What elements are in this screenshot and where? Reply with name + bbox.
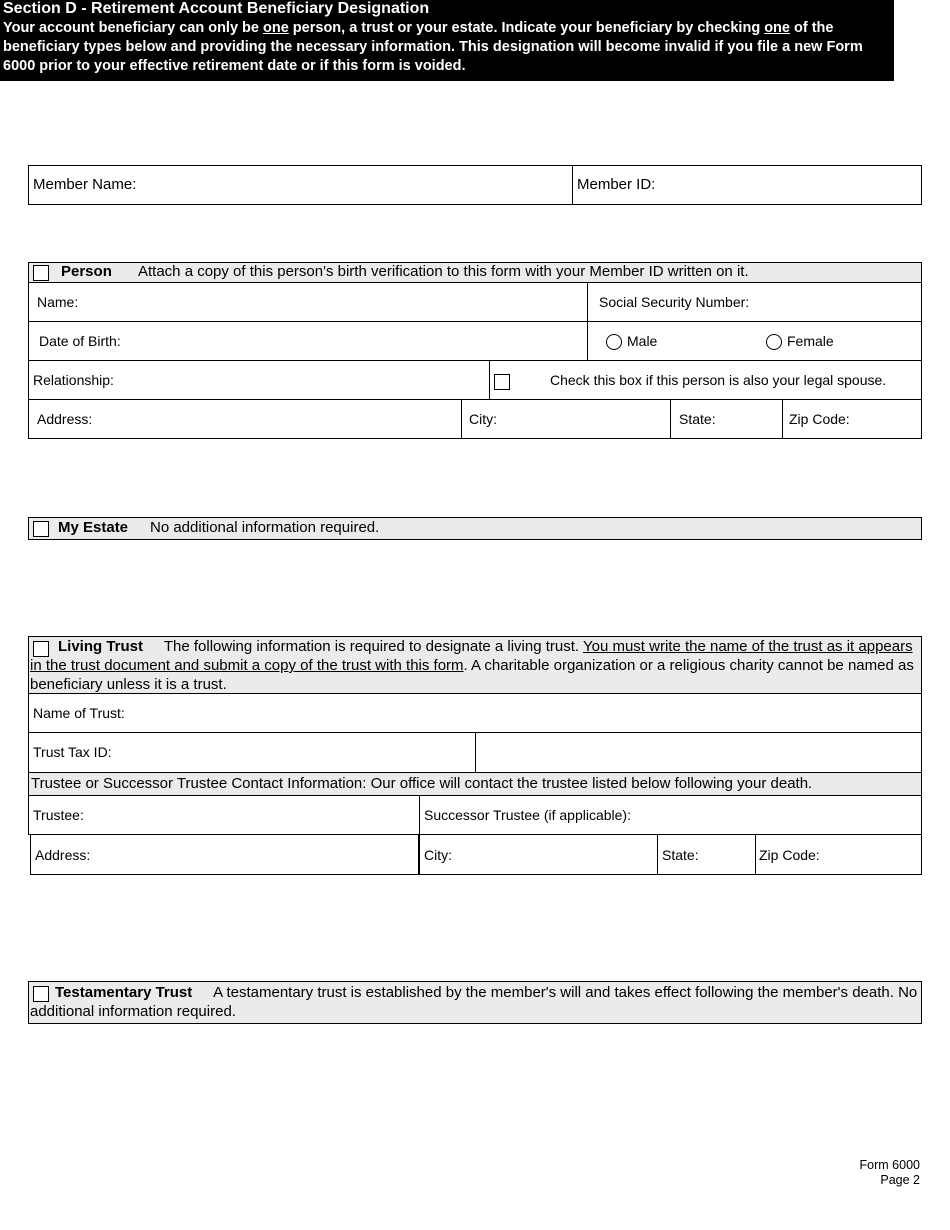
person-relationship-label: Relationship: xyxy=(33,372,114,388)
person-state-field[interactable] xyxy=(670,399,783,439)
testamentary-trust-checkbox[interactable] xyxy=(33,986,49,1002)
trustee-info-header xyxy=(28,772,922,796)
trustee-info-text: Trustee or Successor Trustee Contact Information: Our office will contact the trustee listed below following your death. xyxy=(31,775,813,792)
member-id-field[interactable] xyxy=(572,165,922,205)
estate-instruction: No additional information required. xyxy=(150,519,380,536)
successor-trustee-label: Successor Trustee (if applicable): xyxy=(424,807,631,823)
person-spouse-field xyxy=(489,360,922,400)
testamentary-trust-header xyxy=(28,981,922,1024)
living-trust-header xyxy=(28,636,922,694)
spouse-checkbox[interactable] xyxy=(494,374,510,390)
person-title: Person xyxy=(61,263,112,280)
female-radio[interactable] xyxy=(766,334,782,350)
page-number: Page 2 xyxy=(880,1173,920,1187)
trust-state-label: State: xyxy=(662,847,699,863)
member-name-label: Member Name: xyxy=(33,176,137,193)
trust-tax-id-blank xyxy=(475,732,922,773)
living-trust-text: Living Trust The following information is required to designate a living trust. You must write the name of the trust as it appears in the trust document and submit a copy of the trust with this form. A charitable organization or a religious charity cannot be named as beneficiary unless it is a trust. xyxy=(30,638,914,693)
person-ssn-field[interactable] xyxy=(587,282,922,322)
estate-title: My Estate xyxy=(58,519,129,536)
trust-address-field[interactable] xyxy=(30,834,420,875)
person-dob-label: Date of Birth: xyxy=(39,333,121,349)
testamentary-trust-title: Testamentary Trust xyxy=(55,984,193,1001)
female-label: Female xyxy=(787,333,834,349)
testamentary-trust-text: Testamentary Trust A testamentary trust is established by the member's will and takes effect following the member's death. No additional information required. xyxy=(30,984,918,1020)
living-trust-checkbox[interactable] xyxy=(33,641,49,657)
person-dob-field[interactable] xyxy=(28,321,588,361)
spouse-label: Check this box if this person is also your legal spouse. xyxy=(550,372,887,388)
living-trust-title: Living Trust xyxy=(58,638,144,655)
male-label: Male xyxy=(627,333,658,349)
person-name-label: Name: xyxy=(37,294,79,310)
member-id-label: Member ID: xyxy=(577,176,656,193)
person-city-label: City: xyxy=(469,411,497,427)
person-city-field[interactable] xyxy=(461,399,671,439)
person-address-field[interactable] xyxy=(28,399,462,439)
person-gender-field xyxy=(587,321,922,361)
section-title: Section D - Retirement Account Beneficiary Designation xyxy=(3,0,430,17)
form-number: Form 6000 xyxy=(859,1158,920,1172)
estate-checkbox[interactable] xyxy=(33,521,49,537)
trust-zip-label: Zip Code: xyxy=(759,847,820,863)
trust-city-field[interactable] xyxy=(419,834,658,875)
member-name-field[interactable] xyxy=(28,165,573,205)
person-zip-label: Zip Code: xyxy=(789,411,850,427)
person-zip-field[interactable] xyxy=(782,399,922,439)
trust-name-field[interactable] xyxy=(28,693,922,733)
trustee-field[interactable] xyxy=(28,795,420,835)
section-description: Your account beneficiary can only be one person, a trust or your estate. Indicate your beneficiary by checking one of the beneficiary types below and providing the necessary information. This designation will become invalid if you file a new Form 6000 prior to your effective retirement date or if this form is voided. xyxy=(3,20,863,74)
trust-address-label: Address: xyxy=(35,847,91,863)
person-ssn-label: Social Security Number: xyxy=(599,294,750,310)
person-state-label: State: xyxy=(679,411,716,427)
person-address-label: Address: xyxy=(37,411,93,427)
person-name-field[interactable] xyxy=(28,282,588,322)
person-relationship-field[interactable] xyxy=(28,360,490,400)
trust-name-label: Name of Trust: xyxy=(33,705,125,721)
person-instruction: Attach a copy of this person's birth verification to this form with your Member ID written on it. xyxy=(138,263,749,280)
successor-trustee-field[interactable] xyxy=(419,795,922,835)
trust-state-field[interactable] xyxy=(657,834,756,875)
person-checkbox[interactable] xyxy=(33,265,49,281)
male-radio[interactable] xyxy=(606,334,622,350)
person-header xyxy=(28,262,922,283)
trust-tax-id-field[interactable] xyxy=(28,732,476,773)
trust-tax-id-label: Trust Tax ID: xyxy=(33,744,112,760)
estate-header xyxy=(28,517,922,540)
trustee-label: Trustee: xyxy=(33,807,84,823)
trust-city-label: City: xyxy=(424,847,452,863)
footer xyxy=(860,1158,920,1188)
section-d-header xyxy=(0,0,894,81)
trust-zip-field[interactable] xyxy=(755,834,922,875)
